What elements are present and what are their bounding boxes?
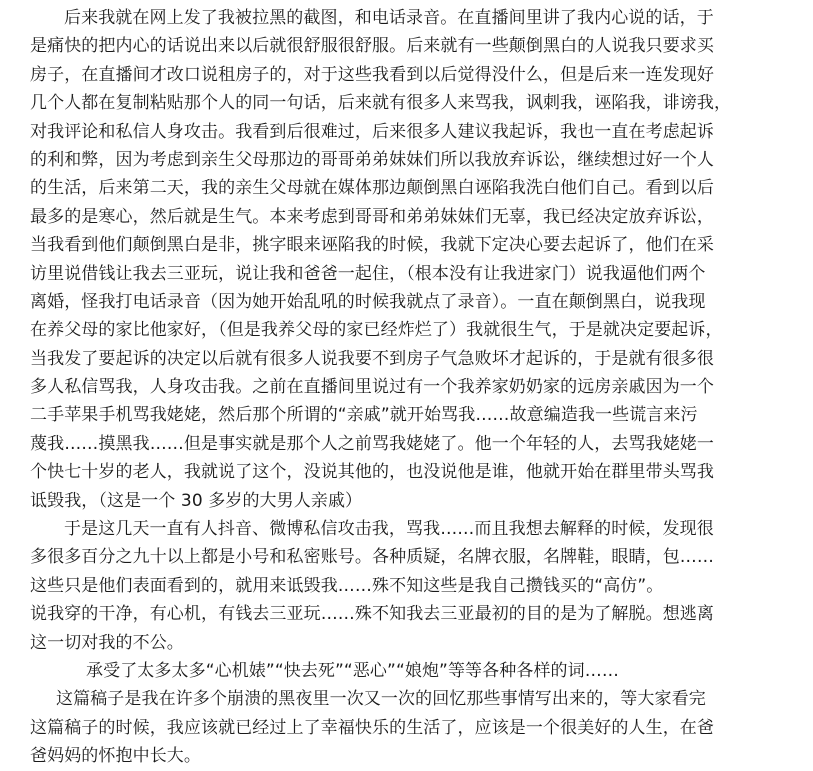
text-line: 访里说借钱让我去三亚玩，说让我和爸爸一起住，（根本没有让我进家门）说我逼他们两个 <box>30 263 706 284</box>
text-line: 离婚，怪我打电话录音（因为她开始乱吼的时候我就点了录音）。一直在颠倒黑白，说我现 <box>30 291 706 312</box>
text-line: 承受了太多太多“心机婊”“快去死”“恶心”“娘炮”等等各种各样的词…… <box>86 660 619 681</box>
text-line: 蔑我……摸黑我……但是事实就是那个人之前骂我姥姥了。他一个年轻的人，去骂我姥姥一 <box>30 433 714 454</box>
text-line: 诋毁我，（这是一个 30 多岁的大男人亲戚） <box>30 490 363 511</box>
text-line: 当我看到他们颠倒黑白是非，挑字眼来诬陷我的时候，我就下定决心要去起诉了，他们在采 <box>30 235 714 256</box>
text-line: 多人私信骂我，人身攻击我。之前在直播间里说过有一个我养家奶奶家的远房亲戚因为一个 <box>30 377 714 398</box>
text-line: 后来我就在网上发了我被拉黑的截图，和电话录音。在直播间里讲了我内心说的话，于 <box>64 8 714 28</box>
text-line: 多很多百分之九十以上都是小号和私密账号。各种质疑，名牌衣服，名牌鞋，眼睛，包…… <box>30 547 714 568</box>
text-line: 个快七十岁的老人，我就说了这个，没说其他的，也没说他是谁，他就开始在群里带头骂我 <box>30 462 714 483</box>
text-line: 这些只是他们表面看到的，就用来诋毁我……殊不知这些是我自己攒钱买的“高仿”。 <box>30 575 664 596</box>
text-line: 这篇稿子是我在许多个崩溃的黑夜里一次又一次的回忆那些事情写出来的，等大家看完 <box>56 689 706 710</box>
text-line: 当我发了要起诉的决定以后就有很多人说我要不到房子气急败坏才起诉的，于是就有很多很 <box>30 348 714 369</box>
text-line: 的生活，后来第二天，我的亲生父母就在媒体那边颠倒黑白诬陷我洗白他们自己。看到以后 <box>30 178 714 199</box>
text-line: 这一切对我的不公。 <box>30 632 184 653</box>
text-line: 几个人都在复制粘贴那个人的同一句话，后来就有很多人来骂我，讽刺我，诬陷我，诽谤我， <box>30 93 732 114</box>
text-line: 于是这几天一直有人抖音、微博私信攻击我，骂我……而且我想去解释的时候，发现很 <box>64 519 714 540</box>
text-line: 房子，在直播间才改口说租房子的，对于这些我看到以后觉得没什么，但是后来一连发现好 <box>30 64 714 85</box>
text-line: 在养父母的家比他家好，（但是我养父母的家已经炸烂了）我就很生气，于是就决定要起诉， <box>30 320 723 341</box>
text-line: 爸妈妈的怀抱中长大。 <box>30 746 201 767</box>
text-line: 的利和弊，因为考虑到亲生父母那边的哥哥弟弟妹妹们所以我放弃诉讼，继续想过好一个人 <box>30 149 714 170</box>
text-line: 最多的是寒心，然后就是生气。本来考虑到哥哥和弟弟妹妹们无辜，我已经决定放弃诉讼， <box>30 206 714 227</box>
text-line: 对我评论和私信人身攻击。我看到后很难过，后来很多人建议我起诉，我也一直在考虑起诉 <box>30 121 714 142</box>
text-line: 这篇稿子的时候，我应该就已经过上了幸福快乐的生活了，应该是一个很美好的人生，在爸 <box>30 717 714 738</box>
text-line: 二手苹果手机骂我姥姥，然后那个所谓的“亲戚”就开始骂我……故意编造我一些谎言来污 <box>30 405 698 426</box>
text-line: 是痛快的把内心的话说出来以后就很舒服很舒服。后来就有一些颠倒黑白的人说我只要求买 <box>30 36 714 57</box>
text-line: 说我穿的干净，有心机，有钱去三亚玩……殊不知我去三亚最初的目的是为了解脱。想逃离 <box>30 604 714 625</box>
